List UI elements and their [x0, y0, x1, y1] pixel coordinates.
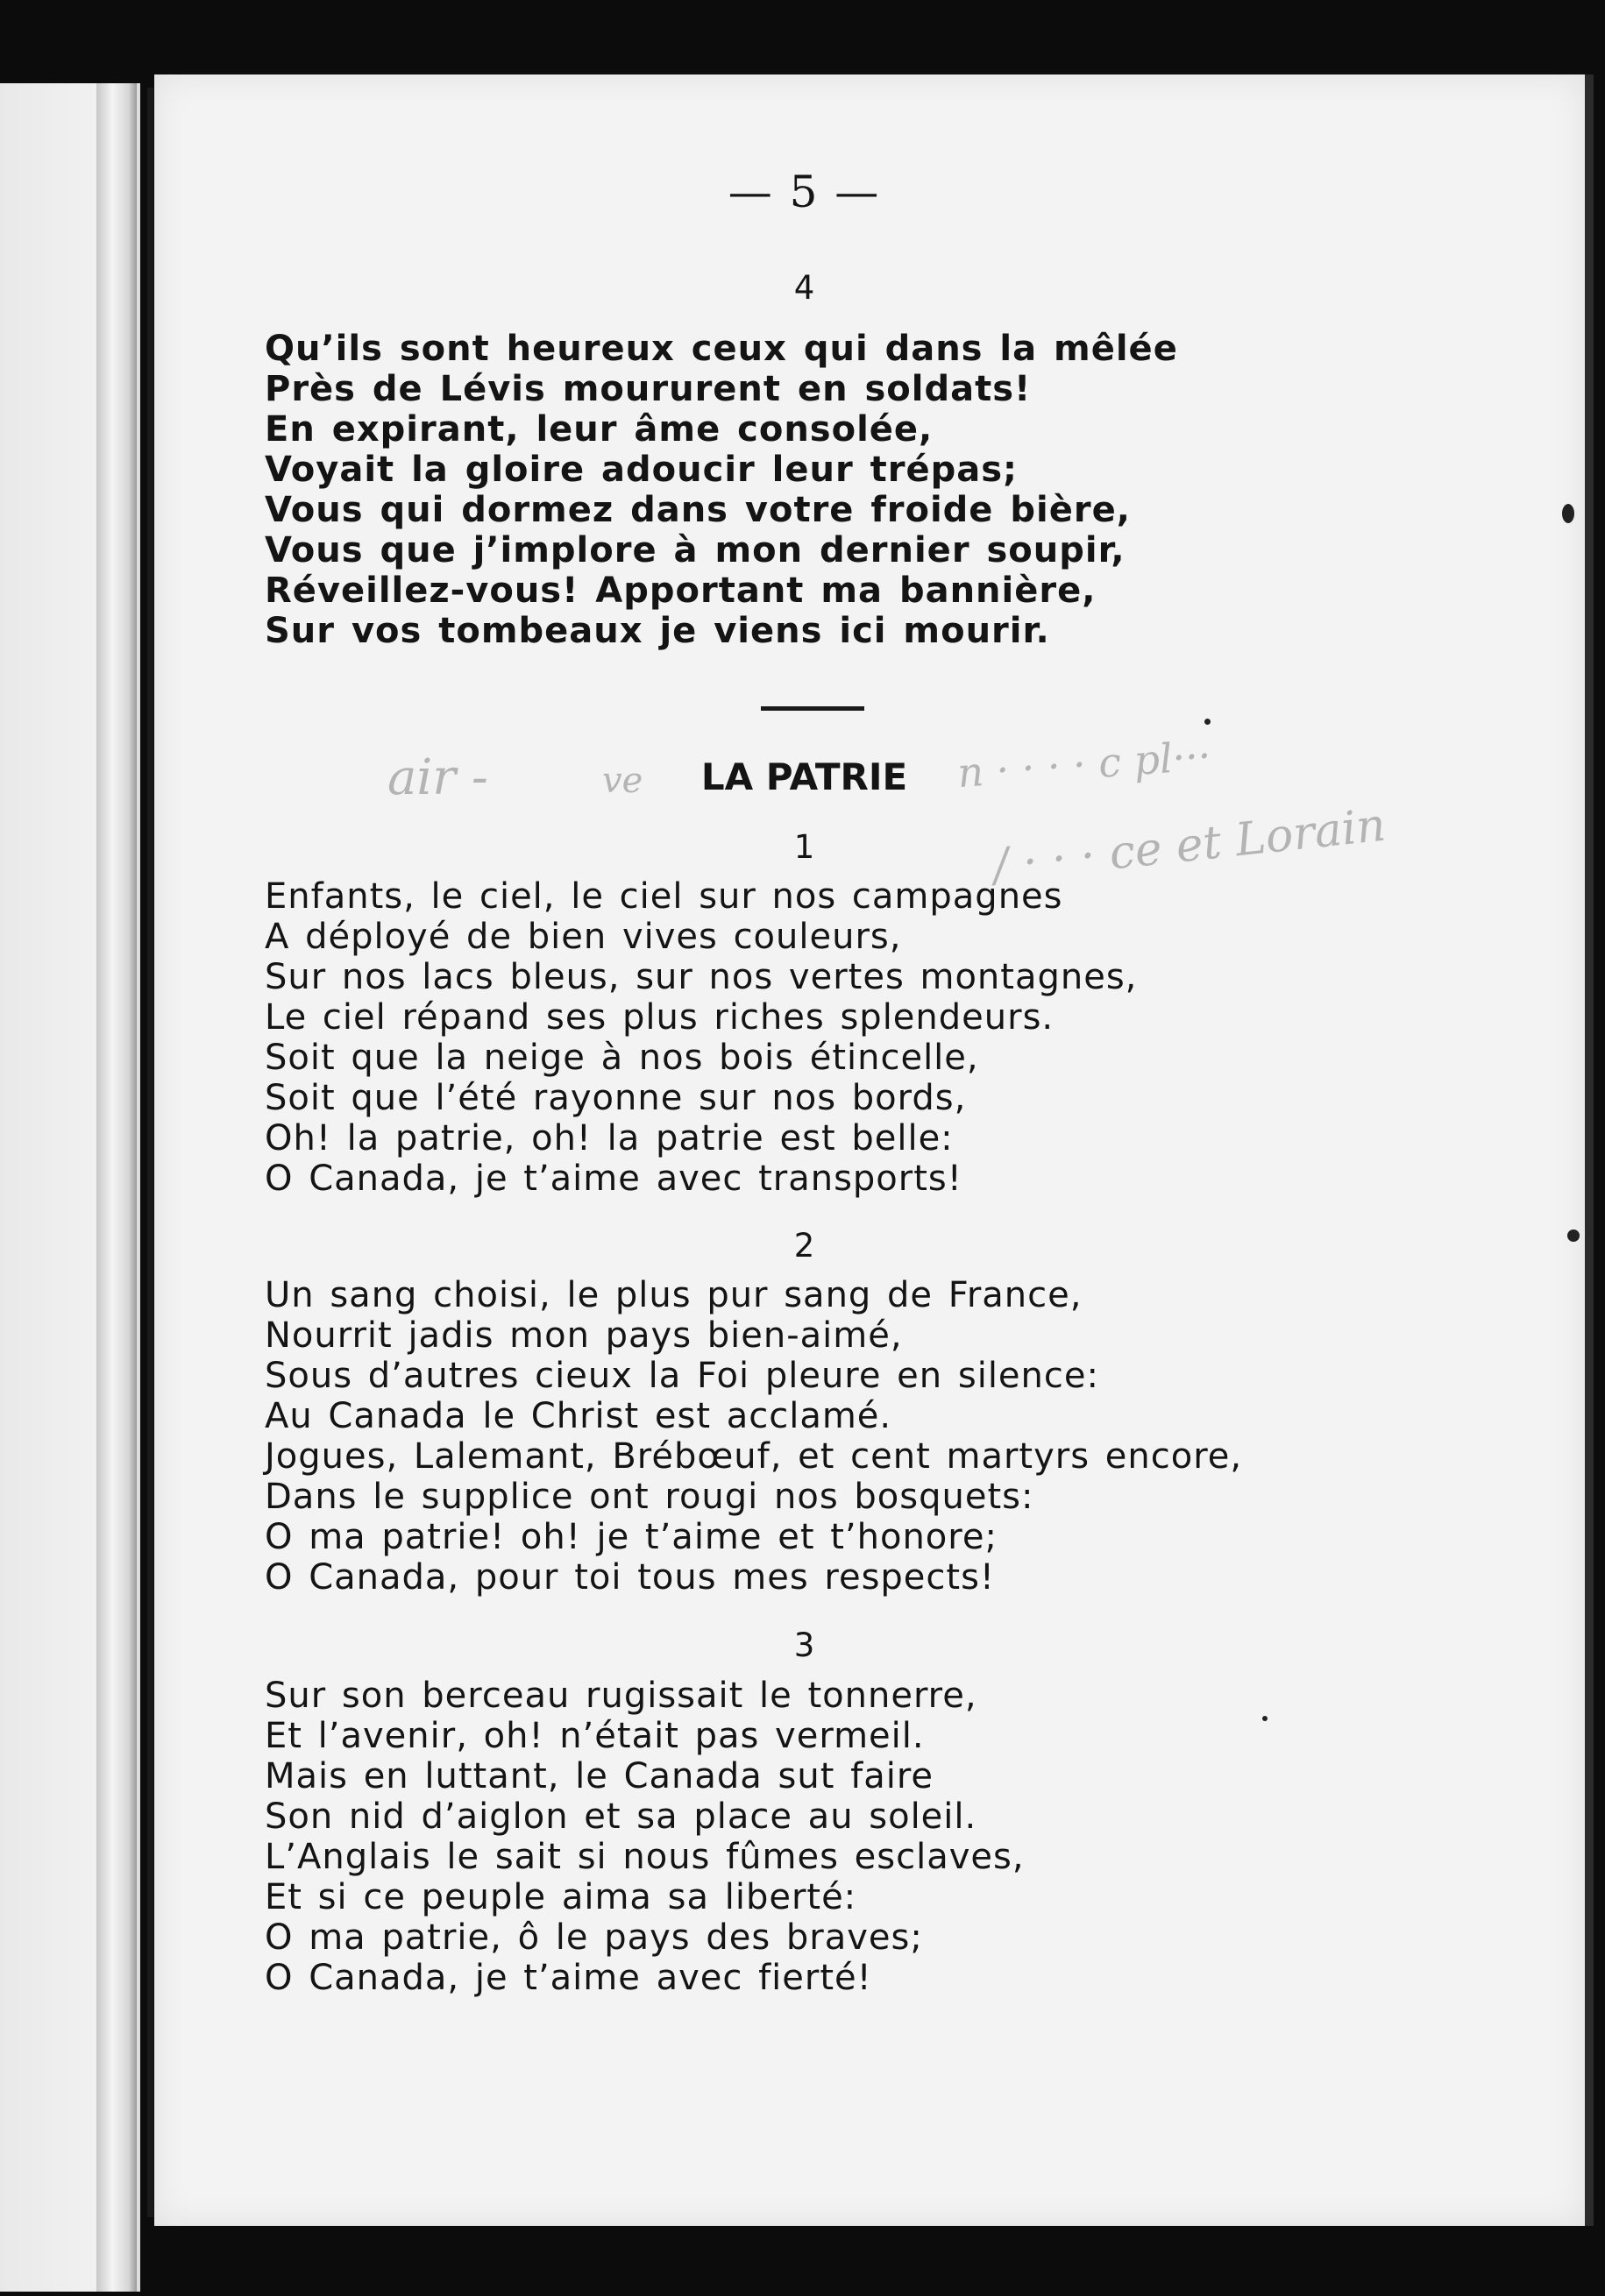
verse-line: L’Anglais le sait si nous fûmes esclaves, [265, 1837, 1025, 1877]
gutter-line [147, 88, 153, 2217]
verse-line: Au Canada le Christ est acclamé. [265, 1396, 892, 1436]
page-right-edge [1585, 74, 1594, 2226]
verse-line: Le ciel répand ses plus riches splendeurs. [265, 997, 1055, 1038]
verse-line: Sur vos tombeaux je viens ici mourir. [265, 611, 1050, 651]
page-number: — 5 — [728, 167, 881, 217]
stanza-number: 1 [793, 828, 815, 866]
stanza-number: 4 [793, 269, 815, 307]
verse-line: Oh! la patrie, oh! la patrie est belle: [265, 1118, 954, 1159]
song-title: LA PATRIE [700, 755, 908, 798]
handwritten-note: ve [602, 761, 643, 801]
stanza-number: 3 [793, 1626, 815, 1664]
verse-line: Enfants, le ciel, le ciel sur nos campagnes [265, 876, 1063, 917]
book-spine [96, 83, 137, 2292]
verse-line: Vous qui dormez dans votre froide bière, [265, 490, 1131, 530]
handwritten-note: n · · · · c pl··· [955, 731, 1213, 797]
verse-line: Sur nos lacs bleus, sur nos vertes montagnes, [265, 957, 1138, 997]
verse-line: Et si ce peuple aima sa liberté: [265, 1877, 857, 1917]
handwritten-note: / · · · ce et Lorain [991, 798, 1388, 893]
verse-line: Dans le supplice ont rougi nos bosquets: [265, 1477, 1034, 1517]
verse-line: Jogues, Lalemant, Brébœuf, et cent martyrs encore, [265, 1436, 1243, 1477]
verse-line: Sous d’autres cieux la Foi pleure en silence: [265, 1356, 1099, 1396]
verse-line: A déployé de bien vives couleurs, [265, 917, 902, 957]
verse-line: O ma patrie, ô le pays des braves; [265, 1917, 923, 1958]
verse-line: En expirant, leur âme consolée, [265, 409, 934, 450]
verse-line: Soit que l’été rayonne sur nos bords, [265, 1078, 967, 1118]
verse-line: Qu’ils sont heureux ceux qui dans la mêlée [265, 329, 1178, 369]
verse-line: O Canada, je t’aime avec transports! [265, 1159, 962, 1199]
verse-line: Réveillez-vous! Apportant ma bannière, [265, 570, 1097, 611]
verse-line: Vous que j’implore à mon dernier soupir, [265, 530, 1126, 570]
scan-speck [1567, 1229, 1580, 1242]
handwritten-note: air - [387, 749, 488, 806]
verse-line: O Canada, je t’aime avec fierté! [265, 1958, 872, 1998]
scan-speck [1262, 1716, 1268, 1721]
scan-border-bottom [154, 2226, 1594, 2296]
verse-line: Son nid d’aiglon et sa place au soleil. [265, 1796, 977, 1837]
scan-speck [1204, 719, 1211, 725]
verse-line: O Canada, pour toi tous mes respects! [265, 1557, 995, 1598]
verse-line: Nourrit jadis mon pays bien-aimé, [265, 1315, 903, 1356]
verse-line: Sur son berceau rugissait le tonnerre, [265, 1676, 977, 1716]
section-divider [761, 706, 864, 711]
verse-line: Voyait la gloire adoucir leur trépas; [265, 450, 1019, 490]
verse-line: Et l’avenir, oh! n’était pas vermeil. [265, 1716, 925, 1756]
stanza-number: 2 [793, 1227, 815, 1265]
verse-line: Près de Lévis moururent en soldats! [265, 369, 1032, 409]
verse-line: O ma patrie! oh! je t’aime et t’honore; [265, 1517, 998, 1557]
verse-line: Soit que la neige à nos bois étincelle, [265, 1038, 979, 1078]
verse-line: Un sang choisi, le plus pur sang de France, [265, 1275, 1083, 1315]
verse-line: Mais en luttant, le Canada sut faire [265, 1756, 934, 1796]
scan-speck [1562, 504, 1574, 523]
